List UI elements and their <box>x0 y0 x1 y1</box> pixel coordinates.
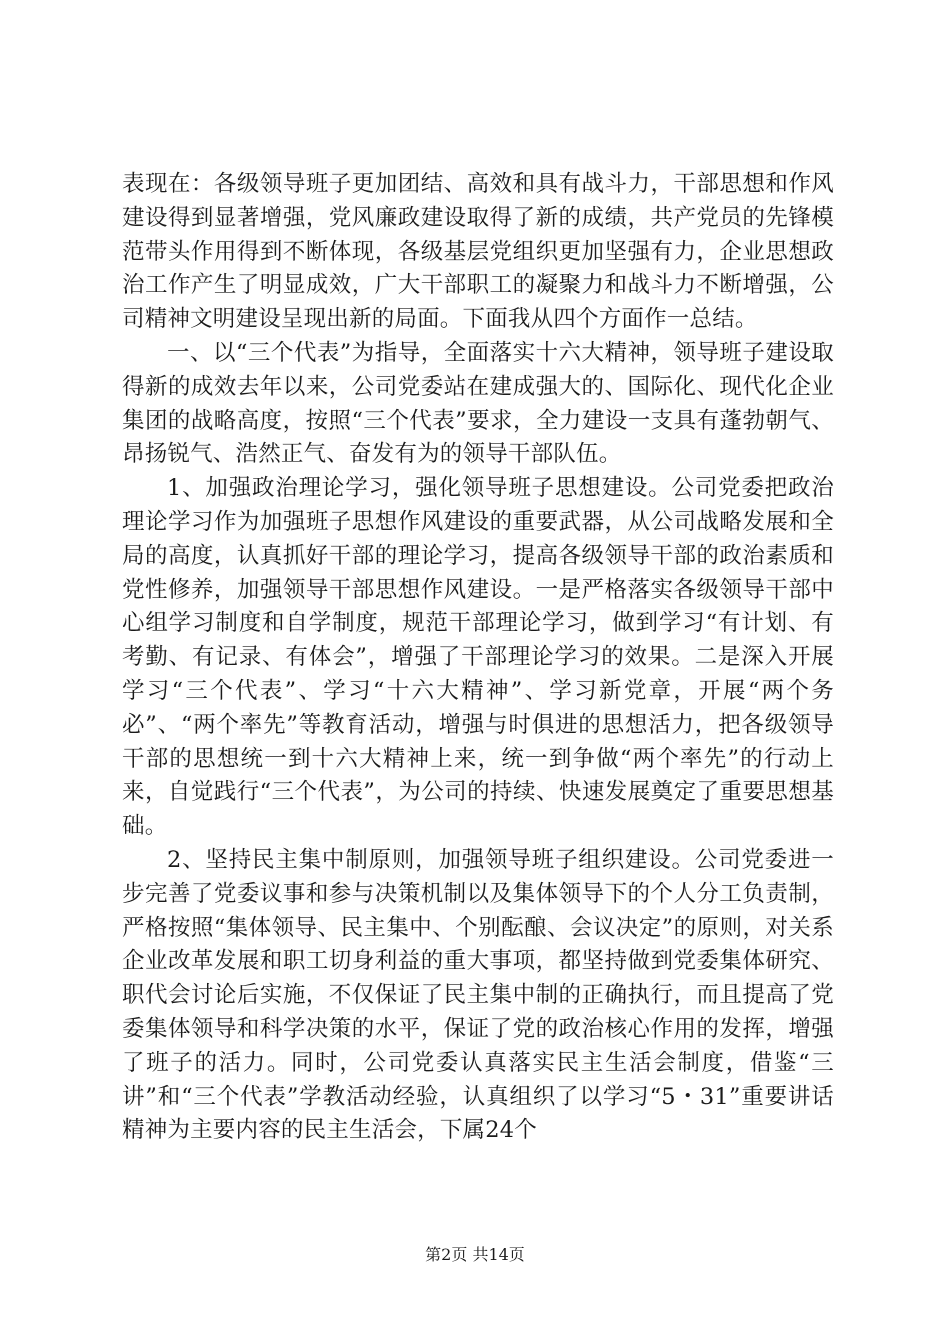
paragraph-section-one-heading: 一、以“三个代表”为指导，全面落实十六大精神，领导班子建设取得新的成效去年以来，公司党委站在建成强大的、国际化、现代化企业集团的战略高度，按照“三个代表”要求，全力建设一支具有蓬勃朝气、昂扬锐气、浩然正气、奋发有为的领导干部队伍。 <box>122 339 834 468</box>
page-footer: 第2页 共14页 <box>425 1245 525 1264</box>
paragraph-item-2-democratic-centralism: 2、坚持民主集中制原则，加强领导班子组织建设。公司党委进一步完善了党委议事和参与决策机制以及集体领导下的个人分工负责制，严格按照“集体领导、民主集中、个别酝酿、会议决定”的原则，对关系企业改革发展和职工切身利益的重大事项，都坚持做到党委集体研究、职代会讨论后实施，不仅保证了民主集中制的正确执行，而且提高了党委集体领导和科学决策的水平，保证了党的政治核心作用的发挥，增强了班子的活力。同时，公司党委认真落实民主生活会制度，借鉴“三讲”和“三个代表”学教活动经验，认真组织了以学习“5・31”重要讲话精神为主要内容的民主生活会，下属24个 <box>122 846 834 1144</box>
paragraph-item-1-theory-study: 1、加强政治理论学习，强化领导班子思想建设。公司党委把政治理论学习作为加强班子思想作风建设的重要武器，从公司战略发展和全局的高度，认真抓好干部的理论学习，提高各级领导干部的政治素质和党性修养，加强领导干部思想作风建设。一是严格落实各级领导干部中心组学习制度和自学制度，规范干部理论学习，做到学习“有计划、有考勤、有记录、有体会”，增强了干部理论学习的效果。二是深入开展学习“三个代表”、学习“十六大精神”、学习新党章，开展“两个务必”、“两个率先”等教育活动，增强与时俱进的思想活力，把各级领导干部的思想统一到十六大精神上来，统一到争做“两个率先”的行动上来，自觉践行“三个代表”，为公司的持续、快速发展奠定了重要思想基础。 <box>122 475 834 840</box>
paragraph-summary: 表现在：各级领导班子更加团结、高效和具有战斗力，干部思想和作风建设得到显著增强，党风廉政建设取得了新的成绩，共产党员的先锋模范带头作用得到不断体现，各级基层党组织更加坚强有力，企业思想政治工作产生了明显成效，广大干部职工的凝聚力和战斗力不断增强，公司精神文明建设呈现出新的局面。下面我从四个方面作一总结。 <box>122 171 834 333</box>
document-body <box>122 168 834 1148</box>
